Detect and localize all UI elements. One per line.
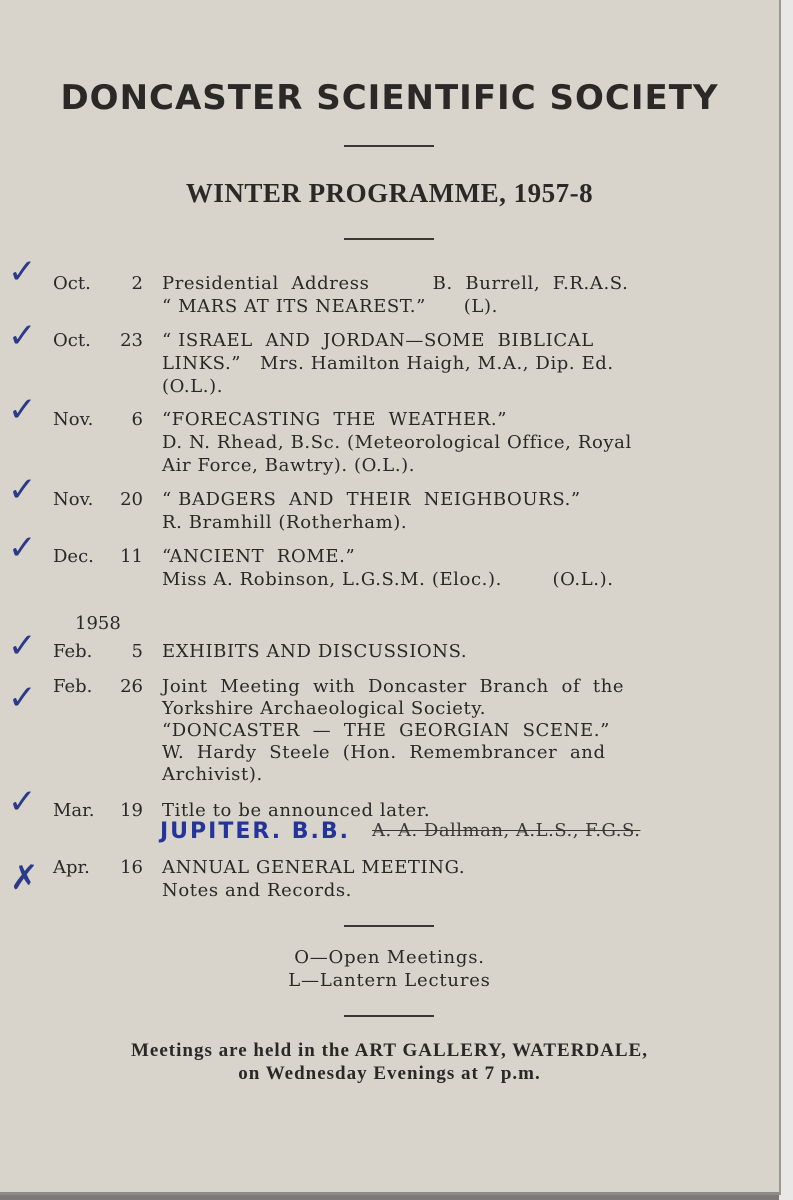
entry-date [53,489,143,512]
entry-line: LINKS.” Mrs. Hamilton Haigh, M.A., Dip. Ed. [162,353,614,374]
handwritten-note: JUPITER. B.B. [160,819,351,844]
entry-day: 16 [120,857,143,878]
entry-description [162,489,722,535]
entry-month: Feb. [53,676,93,697]
entry-line: ANNUAL GENERAL MEETING. [162,857,466,878]
legend-open-meetings: O—Open Meetings. [294,947,485,968]
entry-line: Yorkshire Archaeological Society. [162,698,487,719]
entry-month: Oct. [53,330,91,351]
entry-date [53,857,143,880]
meeting-time-line: on Wednesday Evenings at 7 p.m. [238,1063,541,1084]
entry-month: Mar. [53,800,95,821]
divider-rule [344,238,434,240]
entry-description [162,676,722,786]
entry-date [53,330,143,353]
entry-month: Dec. [53,546,94,567]
entry-month: Nov. [53,489,94,510]
entry-description [162,330,722,399]
entry-day: 19 [120,800,143,821]
entry-day: 2 [131,273,143,294]
entry-day: 26 [120,676,143,697]
check-mark-icon: ✓ [8,252,37,292]
entry-description [162,857,722,903]
entry-line: Archivist). [162,764,263,785]
meeting-venue-line: Meetings are held in the ART GALLERY, WATERDALE, [131,1040,648,1061]
check-mark-icon: ✓ [8,470,37,510]
entry-line: Notes and Records. [162,880,353,901]
cross-mark-icon: ✗ [10,858,39,898]
entry-description [162,273,722,319]
entry-month: Apr. [53,857,90,878]
entry-line: (O.L.). [162,376,224,397]
entry-description [162,546,722,592]
entry-line: Air Force, Bawtry). (O.L.). [162,455,416,476]
entry-day: 23 [120,330,143,351]
entry-month: Oct. [53,273,91,294]
legend-lantern-lectures: L—Lantern Lectures [288,970,491,991]
check-mark-icon: ✓ [8,316,37,356]
check-mark-icon: ✓ [8,390,37,430]
entry-line: “DONCASTER — THE GEORGIAN SCENE.” [162,720,610,741]
struck-through-speaker: A. A. Dallman, A.L.S., F.G.S. [372,820,641,841]
check-mark-icon: ✓ [8,782,37,822]
entry-line: R. Bramhill (Rotherham). [162,512,408,533]
divider-rule [344,1015,434,1017]
entry-day: 5 [131,641,143,662]
check-mark-icon: ✓ [8,626,37,666]
entry-day: 20 [120,489,143,510]
entry-line: D. N. Rhead, B.Sc. (Meteorological Office, Royal [162,432,632,453]
entry-month: Feb. [53,641,93,662]
entry-date [53,641,143,664]
entry-date [53,546,143,569]
programme-subtitle: WINTER PROGRAMME, 1957-8 [185,178,594,208]
entry-date [53,273,143,296]
entry-line: W. Hardy Steele (Hon. Remembrancer and [162,742,606,763]
entry-month: Nov. [53,409,94,430]
entry-day: 6 [131,409,143,430]
entry-line: “ BADGERS AND THEIR NEIGHBOURS.” [162,489,581,510]
entry-line: EXHIBITS AND DISCUSSIONS. [162,641,468,662]
divider-rule [344,925,434,927]
entry-line: Joint Meeting with Doncaster Branch of the [162,676,625,697]
entry-line: Presidential Address B. Burrell, F.R.A.S. [162,273,629,294]
entry-line: “FORECASTING THE WEATHER.” [162,409,507,430]
entry-line: “ANCIENT ROME.” [162,546,356,567]
entry-date [53,409,143,432]
entry-line: Miss A. Robinson, L.G.S.M. (Eloc.). (O.L.). [162,569,614,590]
entry-date [53,676,143,699]
entry-day: 11 [120,546,143,567]
entry-date [53,800,143,823]
check-mark-icon: ✓ [8,528,37,568]
entry-description [162,641,722,664]
entry-description [162,409,722,478]
society-title: DONCASTER SCIENTIFIC SOCIETY [60,78,719,118]
entry-line: “ ISRAEL AND JORDAN—SOME BIBLICAL [162,330,594,351]
background-edge [779,0,793,1200]
year-label: 1958 [75,613,121,634]
divider-rule [344,145,434,147]
check-mark-icon: ✓ [8,678,37,718]
entry-line: “ MARS AT ITS NEAREST.” (L). [162,296,498,317]
entry-line: Title to be announced later. [162,800,431,821]
